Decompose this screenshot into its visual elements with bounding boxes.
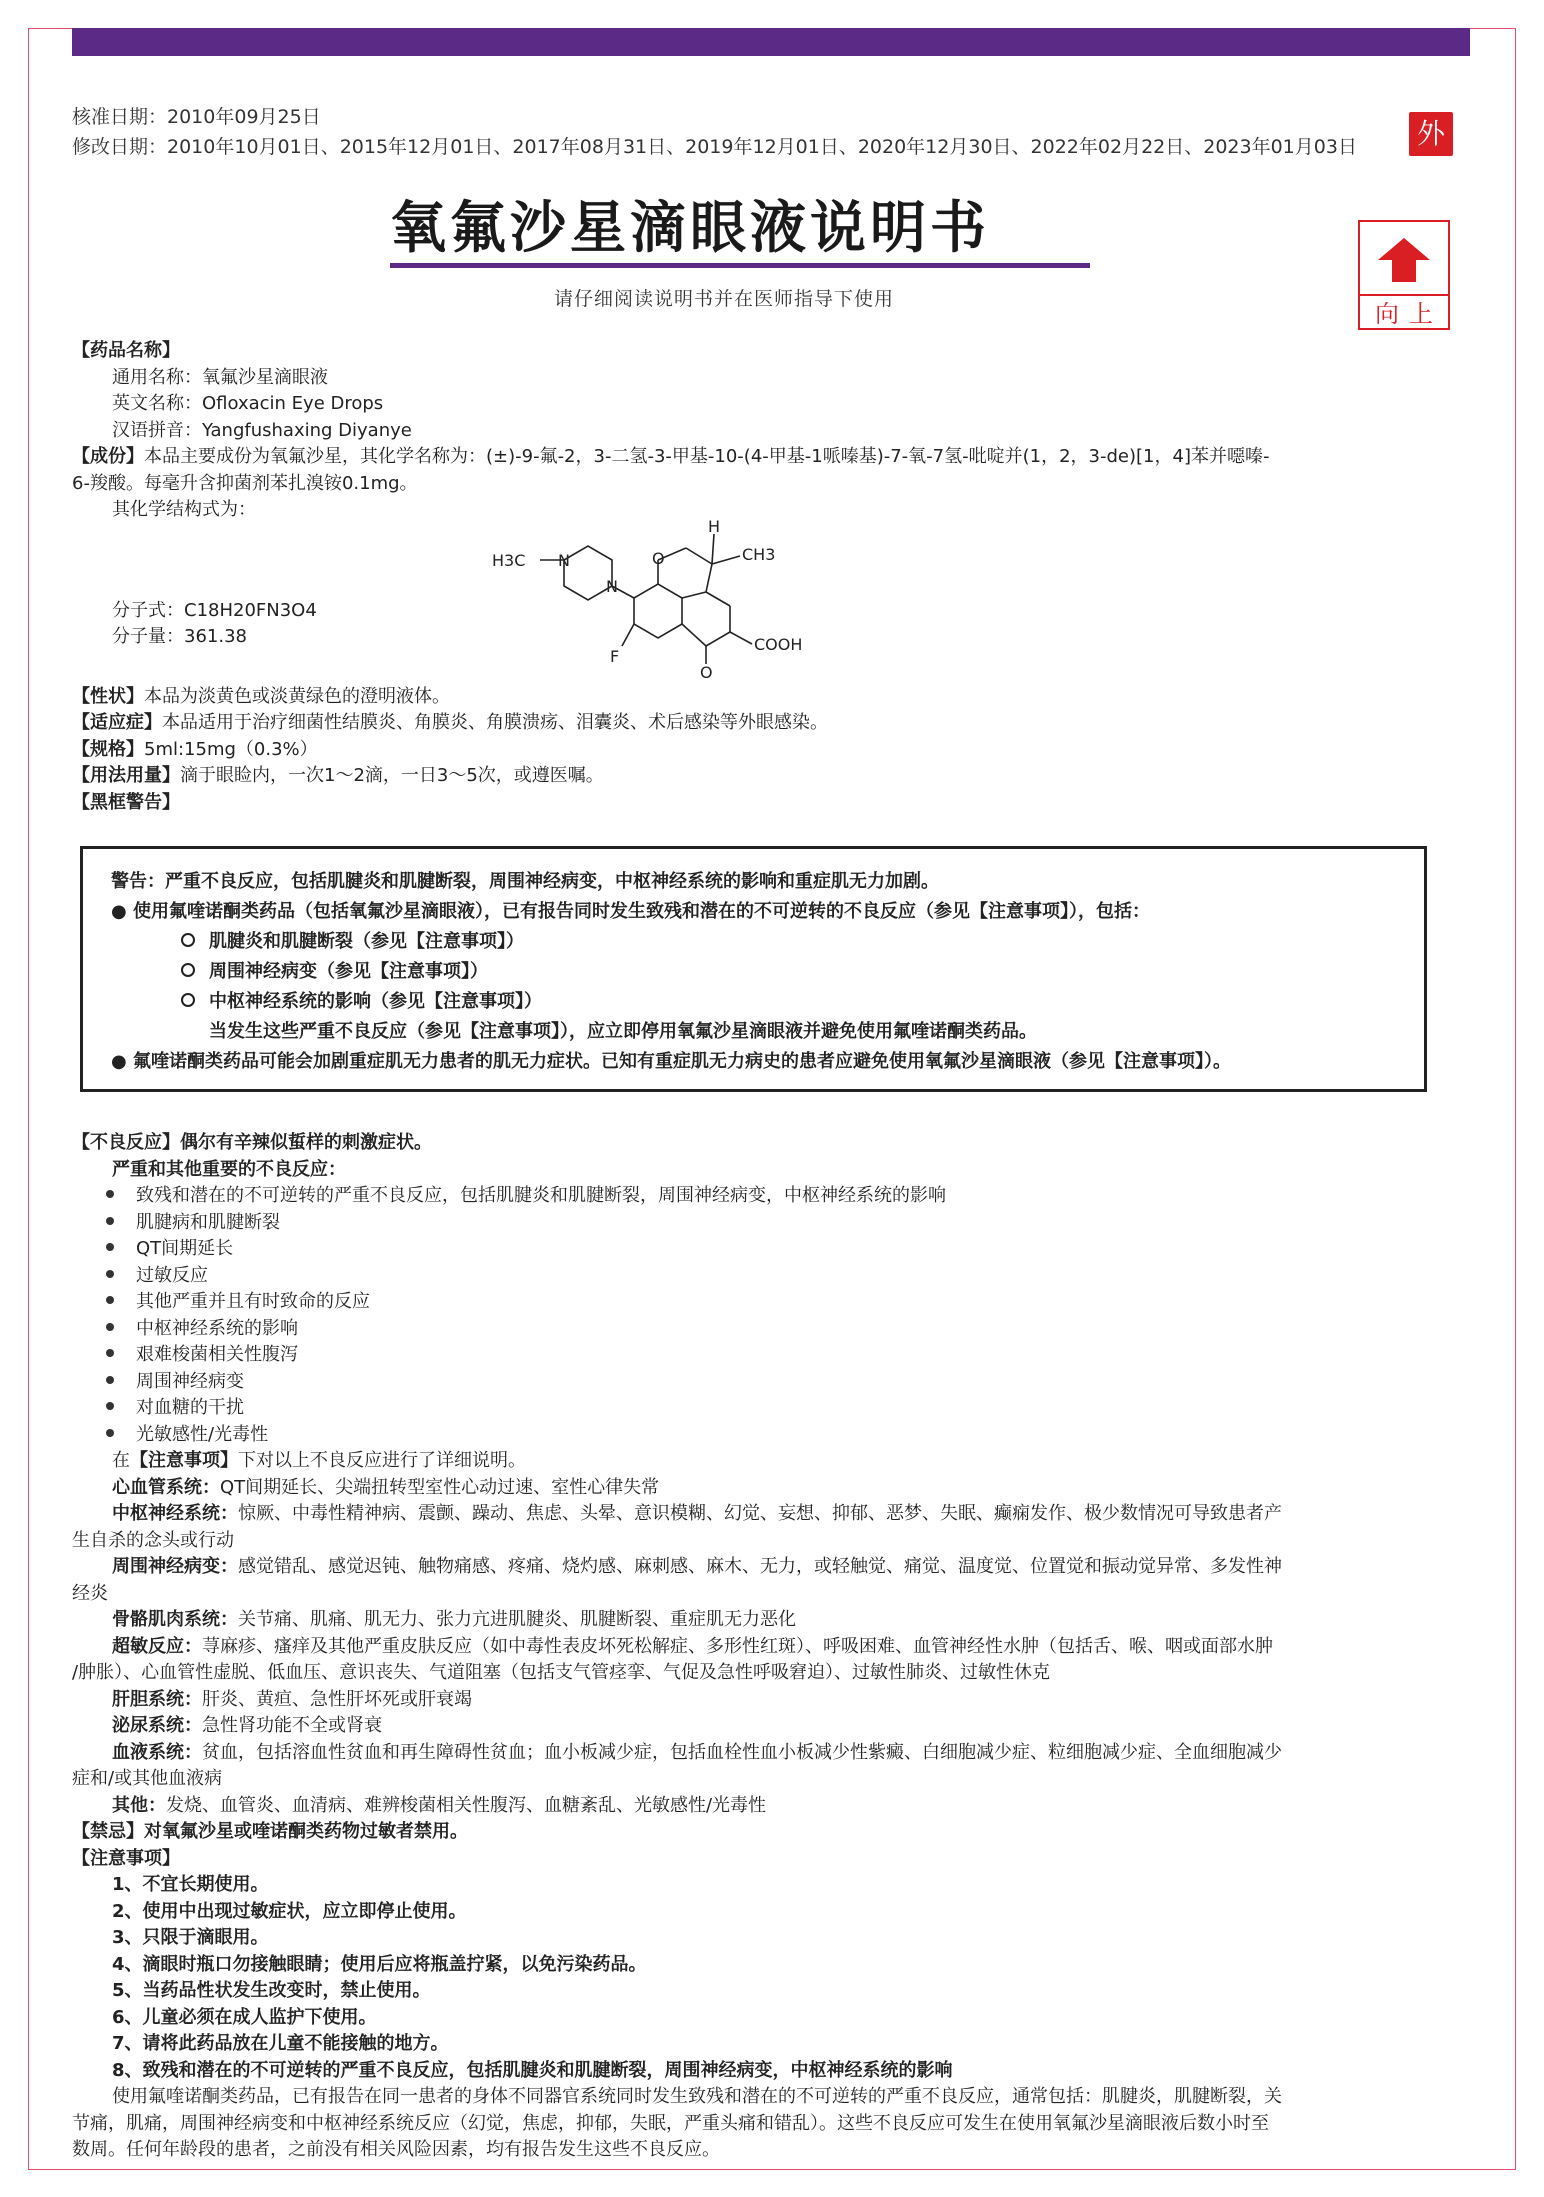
section-dosage: 【用法用量】 bbox=[72, 765, 180, 786]
list-item-text: 光敏感性/光毒性 bbox=[136, 1423, 269, 1445]
detail-prefix: 在 bbox=[112, 1450, 130, 1471]
cardio-text: QT间期延长、尖端扭转型室性心动过速、室性心律失常 bbox=[220, 1476, 660, 1498]
list-item bbox=[106, 1316, 1472, 1343]
properties-line bbox=[72, 684, 1472, 711]
properties-text: 本品为淡黄色或淡黄绿色的澄明液体。 bbox=[144, 685, 450, 707]
warning-sub-1-text: 肌腱炎和肌腱断裂（参见【注意事项】） bbox=[209, 931, 524, 952]
structure-intro: 其化学结构式为： bbox=[112, 499, 256, 520]
warning-sub-3 bbox=[111, 987, 1396, 1017]
molecular-weight: 分子量：361.38 bbox=[112, 626, 247, 647]
dosage-line bbox=[72, 763, 1472, 790]
up-arrow-icon bbox=[1376, 236, 1432, 284]
label-h: H bbox=[708, 519, 721, 536]
precaution-item: 3、只限于滴眼用。 bbox=[112, 1927, 269, 1948]
detail-suffix: 下对以上不良反应进行了详细说明。 bbox=[238, 1450, 526, 1471]
english-name: 英文名称：Ofloxacin Eye Drops bbox=[112, 393, 384, 414]
date-block bbox=[72, 102, 1357, 162]
section-indications: 【适应症】 bbox=[72, 712, 162, 733]
top-color-bar bbox=[72, 28, 1470, 56]
hyper-label: 超敏反应： bbox=[112, 1635, 202, 1657]
label-h3c: H3C bbox=[492, 550, 526, 570]
liver-line bbox=[72, 1687, 1472, 1714]
precaution-paragraph-2: 节痛，肌痛，周围神经病变和中枢神经系统反应（幻觉，焦虑，抑郁，失眠，严重头痛和错乱）。这些不良反应可发生在使用氧氟沙星滴眼液后数小时至 bbox=[72, 2112, 1269, 2134]
label-n-bottom: N bbox=[606, 576, 618, 596]
section-specification: 【规格】 bbox=[72, 738, 144, 760]
approval-date: 核准日期：2010年09月25日 bbox=[72, 106, 321, 128]
cns-line bbox=[72, 1501, 1472, 1528]
list-item bbox=[106, 1289, 1472, 1316]
uro-text: 急性肾功能不全或肾衰 bbox=[202, 1715, 382, 1736]
warning-sub-2-text: 周围神经病变（参见【注意事项】） bbox=[209, 961, 488, 982]
list-item-text: 中枢神经系统的影响 bbox=[136, 1317, 298, 1339]
label-o-keto: O bbox=[700, 662, 713, 680]
indications-line bbox=[72, 710, 1472, 737]
precaution-item: 8、致残和潜在的不可逆转的严重不良反应，包括肌腱炎和肌腱断裂，周围神经病变，中枢神经系统的影响 bbox=[112, 2059, 953, 2081]
uro-label: 泌尿系统： bbox=[112, 1715, 202, 1736]
serious-adverse-title: 严重和其他重要的不良反应： bbox=[112, 1158, 346, 1180]
detail-ref: 【注意事项】 bbox=[130, 1450, 238, 1471]
liver-label: 肝胆系统： bbox=[112, 1688, 202, 1710]
blood-line bbox=[72, 1740, 1472, 1767]
list-item-text: 其他严重并且有时致命的反应 bbox=[136, 1291, 370, 1312]
cns-text-1: 惊厥、中毒性精神病、震颤、躁动、焦虑、头晕、意识模糊、幻觉、妄想、抑郁、恶梦、失眠、癫痫发作、极少数情况可导致患者产 bbox=[238, 1503, 1282, 1524]
list-item bbox=[106, 1422, 1472, 1449]
warning-item-1-text: 使用氟喹诺酮类药品（包括氧氟沙星滴眼液），已有报告同时发生致残和潜在的不可逆转的不良反应（参见【注意事项】），包括： bbox=[133, 901, 1150, 922]
list-item bbox=[106, 1210, 1472, 1237]
title-underline bbox=[390, 263, 1090, 268]
other-text: 发烧、血管炎、血清病、难辨梭菌相关性腹泻、血糖紊乱、光敏感性/光毒性 bbox=[166, 1794, 767, 1816]
section-composition: 【成份】 bbox=[72, 446, 144, 467]
warning-item-1: ● 使用氟喹诺酮类药品（包括氧氟沙星滴眼液），已有报告同时发生致残和潜在的不可逆转的不良反应（参见【注意事项】），包括： bbox=[111, 901, 1150, 922]
list-item-text: 周围神经病变 bbox=[136, 1370, 244, 1392]
blood-label: 血液系统： bbox=[112, 1741, 202, 1763]
spacer bbox=[72, 816, 1472, 846]
section-adverse: 【不良反应】偶尔有辛辣似蜇样的刺激症状。 bbox=[72, 1132, 432, 1153]
section-drug-name: 【药品名称】 bbox=[72, 340, 180, 361]
precaution-paragraph-3: 数周。任何年龄段的患者，之前没有相关风险因素，均有报告发生这些不良反应。 bbox=[72, 2139, 720, 2160]
precaution-item: 2、使用中出现过敏症状，应立即停止使用。 bbox=[112, 1900, 467, 1922]
warning-item-2: ● 氟喹诺酮类药品可能会加剧重症肌无力患者的肌无力症状。已知有重症肌无力病史的患者应避免使用氧氟沙星滴眼液（参见【注意事项】）。 bbox=[111, 1051, 1231, 1072]
pns-line-2: 经炎 bbox=[72, 1582, 108, 1604]
warning-sub-note: 当发生这些严重不良反应（参见【注意事项】），应立即停用氧氟沙星滴眼液并避免使用氟喹诺酮类药品。 bbox=[209, 1021, 1037, 1042]
other-label: 其他： bbox=[112, 1794, 166, 1816]
specification-text: 5ml:15mg（0.3%） bbox=[144, 738, 318, 760]
spacer bbox=[72, 1092, 1472, 1130]
adverse-list bbox=[72, 1183, 1472, 1448]
warning-sub-3-text: 中枢神经系统的影响（参见【注意事项】） bbox=[209, 991, 542, 1012]
section-contraindications: 【禁忌】对氧氟沙星或喹诺酮类药物过敏者禁用。 bbox=[72, 1821, 468, 1842]
warning-sub-1 bbox=[111, 927, 1396, 957]
generic-name: 通用名称：氧氟沙星滴眼液 bbox=[112, 366, 328, 388]
leaflet-body bbox=[72, 338, 1472, 2164]
pns-label: 周围神经病变： bbox=[112, 1556, 238, 1577]
label-f: F bbox=[610, 646, 620, 666]
cardio-label: 心血管系统： bbox=[112, 1476, 220, 1498]
precaution-item: 4、滴眼时瓶口勿接触眼睛；使用后应将瓶盖拧紧，以免污染药品。 bbox=[112, 1953, 647, 1975]
precaution-item: 7、请将此药品放在儿童不能接触的地方。 bbox=[112, 2033, 449, 2054]
specification-line bbox=[72, 737, 1472, 764]
page-subtitle: 请仔细阅读说明书并在医师指导下使用 bbox=[554, 288, 895, 310]
precaution-paragraph-1: 使用氟喹诺酮类药品，已有报告在同一患者的身体不同器官系统同时发生致残和潜在的不可逆转的严重不良反应，通常包括：肌腱炎，肌腱断裂，关 bbox=[112, 2086, 1282, 2107]
warning-item-2-text: 氟喹诺酮类药品可能会加剧重症肌无力患者的肌无力症状。已知有重症肌无力病史的患者应避免使用氧氟沙星滴眼液（参见【注意事项】）。 bbox=[133, 1051, 1231, 1072]
label-ch3: CH3 bbox=[742, 544, 776, 564]
cardio-line bbox=[72, 1475, 1472, 1502]
precaution-item: 5、当药品性状发生改变时，禁止使用。 bbox=[112, 1980, 431, 2001]
hyper-line-2: /肿胀）、心血管性虚脱、低血压、意识丧失、气道阻塞（包括支气管痉挛、气促及急性呼吸窘迫）、过敏性肺炎、过敏性休克 bbox=[72, 1662, 1051, 1683]
list-item-text: QT间期延长 bbox=[136, 1238, 234, 1259]
list-item bbox=[106, 1342, 1472, 1369]
msk-line bbox=[72, 1607, 1472, 1634]
list-item bbox=[106, 1263, 1472, 1290]
list-item-text: 致残和潜在的不可逆转的严重不良反应，包括肌腱炎和肌腱断裂，周围神经病变，中枢神经系统的影响 bbox=[136, 1185, 946, 1206]
warning-lead: 警告：严重不良反应，包括肌腱炎和肌腱断裂，周围神经病变，中枢神经系统的影响和重症肌无力加剧。 bbox=[111, 871, 939, 892]
msk-label: 骨骼肌肉系统： bbox=[112, 1609, 238, 1630]
list-item bbox=[106, 1236, 1472, 1263]
molecular-formula: 分子式：C18H20FN3O4 bbox=[112, 599, 317, 621]
page-title: 氧氟沙星滴眼液说明书 bbox=[390, 196, 990, 261]
precaution-item: 6、儿童必须在成人监护下使用。 bbox=[112, 2006, 377, 2028]
cns-label: 中枢神经系统： bbox=[112, 1503, 238, 1524]
pinyin-name: 汉语拼音：Yangfushaxing Diyanye bbox=[112, 419, 412, 441]
boxed-warning bbox=[80, 846, 1427, 1092]
pns-line bbox=[72, 1554, 1472, 1581]
precaution-item: 1、不宜长期使用。 bbox=[112, 1874, 269, 1895]
hyper-line bbox=[72, 1634, 1472, 1661]
cns-line-2: 生自杀的念头或行动 bbox=[72, 1529, 234, 1551]
list-item bbox=[106, 1183, 1472, 1210]
external-use-badge: 外 bbox=[1409, 112, 1453, 156]
composition-line-2: 6-羧酸。每毫升含抑菌剂苯扎溴铵0.1mg。 bbox=[72, 472, 418, 494]
indications-text: 本品适用于治疗细菌性结膜炎、角膜炎、角膜溃疡、泪囊炎、术后感染等外眼感染。 bbox=[162, 712, 828, 733]
formula-block bbox=[112, 598, 317, 651]
msk-text: 关节痛、肌痛、肌无力、张力亢进肌腱炎、肌腱断裂、重症肌无力恶化 bbox=[238, 1609, 796, 1630]
list-item-text: 艰难梭菌相关性腹泻 bbox=[136, 1344, 298, 1365]
other-line bbox=[72, 1793, 1472, 1820]
list-item-text: 对血糖的干扰 bbox=[136, 1397, 244, 1418]
blood-line-2: 症和/或其他血液病 bbox=[72, 1768, 223, 1789]
section-boxed-warning: 【黑框警告】 bbox=[72, 791, 180, 813]
list-item-text: 肌腱病和肌腱断裂 bbox=[136, 1211, 280, 1233]
section-precautions: 【注意事项】 bbox=[72, 1847, 180, 1869]
pns-text-1: 感觉错乱、感觉迟钝、触物痛感、疼痛、烧灼感、麻刺感、麻木、无力，或轻触觉、痛觉、温度觉、位置觉和振动觉异常、多发性神 bbox=[238, 1556, 1282, 1577]
blood-text-1: 贫血，包括溶血性贫血和再生障碍性贫血；血小板减少症，包括血栓性血小板减少性紫癜、白细胞减少症、粒细胞减少症、全血细胞减少 bbox=[202, 1741, 1282, 1763]
up-label: 向上 bbox=[1358, 294, 1450, 332]
adverse-detail-note bbox=[72, 1448, 1472, 1475]
list-item bbox=[106, 1369, 1472, 1396]
dosage-text: 滴于眼睑内，一次1～2滴，一日3～5次，或遵医嘱。 bbox=[180, 765, 604, 786]
list-item bbox=[106, 1395, 1472, 1422]
label-o-ring: O bbox=[652, 548, 665, 568]
composition-line-1 bbox=[72, 444, 1472, 471]
uro-line bbox=[72, 1713, 1472, 1740]
liver-text: 肝炎、黄疸、急性肝坏死或肝衰竭 bbox=[202, 1688, 472, 1710]
label-n-top: N bbox=[558, 550, 570, 570]
revision-dates: 修改日期：2010年10月01日、2015年12月01日、2017年08月31日、2019年12月01日、2020年12月30日、2022年02月22日、2023年01月03日 bbox=[72, 136, 1357, 158]
chemical-structure-diagram bbox=[472, 520, 832, 680]
list-item-text: 过敏反应 bbox=[136, 1264, 208, 1286]
warning-sub-2 bbox=[111, 957, 1396, 987]
label-cooh: COOH bbox=[754, 634, 803, 654]
hyper-text-1: 荨麻疹、瘙痒及其他严重皮肤反应（如中毒性表皮坏死松解症、多形性红斑）、呼吸困难、血管神经性水肿（包括舌、喉、咽或面部水肿 bbox=[202, 1635, 1273, 1657]
composition-text-1: 本品主要成份为氧氟沙星，其化学名称为：(±)-9-氟-2，3-二氢-3-甲基-10-(4-甲基-1哌嗪基)-7-氧-7氢-吡啶并(1，2，3-de)[1，4]苯并噁嗪- bbox=[144, 446, 1270, 467]
section-properties: 【性状】 bbox=[72, 685, 144, 707]
structure-area bbox=[72, 519, 1472, 684]
